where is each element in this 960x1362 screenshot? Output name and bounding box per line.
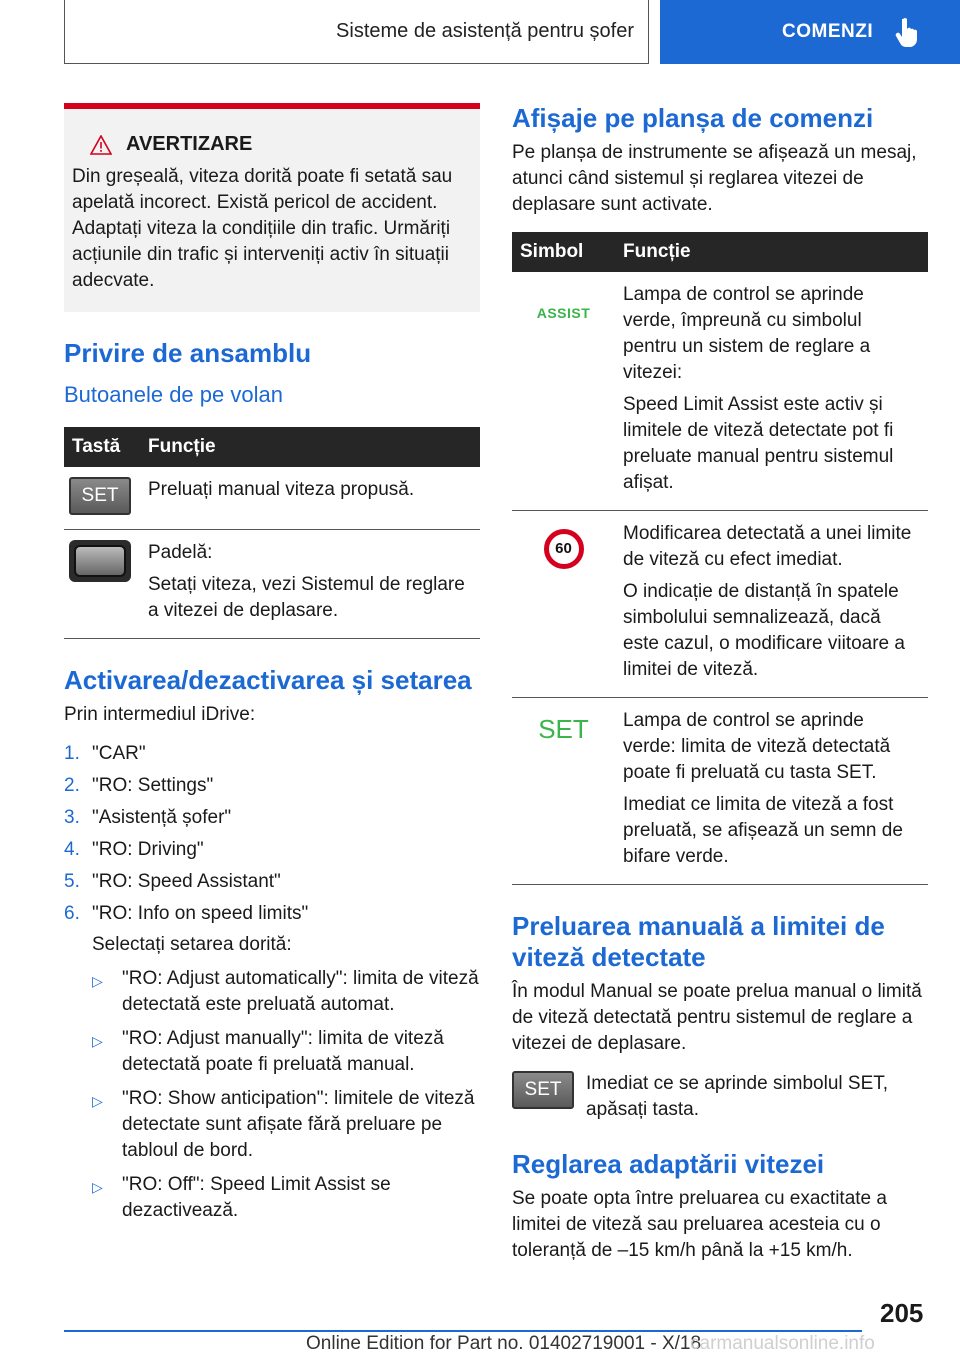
table-row: [512, 698, 928, 885]
table-cell-function: [615, 511, 928, 698]
list-item: [64, 834, 480, 866]
table-row: [64, 530, 480, 639]
step-text: "CAR": [92, 743, 146, 764]
set-indicator-icon: SET: [538, 714, 589, 744]
col-header-function: Funcție: [615, 232, 928, 272]
table-cell-function: [615, 698, 928, 885]
steps-list: [64, 738, 480, 930]
set-button-icon: SET: [69, 477, 131, 515]
table-row: [512, 511, 928, 698]
function-text: Modificarea detectată a unei limite de viteză cu efect imediat.: [623, 523, 912, 570]
warning-box: [64, 103, 480, 312]
chapter-label: COMENZI: [782, 21, 874, 42]
list-item: [92, 966, 480, 1018]
function-text: O indicație de distanță în spatele simbolului semnalizează, dacă este cazul, o modificare viitoare a limitei de viteză.: [623, 581, 905, 680]
step-text: "RO: Speed Assistant": [92, 871, 281, 892]
triangle-bullet-icon: ▷: [92, 1033, 103, 1049]
warning-triangle-icon: [90, 135, 112, 155]
assist-indicator-icon: ASSIST: [536, 305, 591, 321]
overview-subheading: Butoanele de pe volan: [64, 382, 283, 407]
speed-limit-sign-icon: 60: [544, 529, 584, 569]
function-text: Lampa de control se aprinde verde: limita de viteză detectată poate fi preluată cu tasta SET.: [623, 710, 891, 783]
function-text: Setați viteza, vezi Sistemul de reglare a vitezei de deplasare.: [148, 574, 465, 621]
function-text: Padelă:: [148, 542, 213, 563]
manual-heading: Preluarea manuală a limitei de viteză detectate: [512, 911, 885, 972]
table-cell-symbol: [64, 530, 140, 639]
warning-text: Din greșeală, viteza dorită poate fi setată sau apelată incorect. Există pericol de accident. Adaptați viteza la condițiile din trafic. Urmăriți acțiunile din trafic și interveniți activ în situații adecvate.: [72, 166, 453, 291]
right-column: [512, 103, 928, 1264]
warning-header: [90, 133, 472, 156]
triangle-bullet-icon: ▷: [92, 973, 103, 989]
table-row: [64, 467, 480, 530]
list-item: [92, 1026, 480, 1078]
option-text: "RO: Adjust manually": limita de viteză detectată poate fi preluată manual.: [122, 1028, 444, 1075]
activation-intro: Prin intermediul iDrive:: [64, 704, 256, 725]
adapt-text: Se poate opta între preluarea cu exactitate a limitei de viteză sau preluarea acesteia cu o toleranță de –15 km/h până la +15 km/h.: [512, 1188, 887, 1261]
step-number: 4.: [64, 839, 80, 860]
list-item: [64, 770, 480, 802]
triangle-bullet-icon: ▷: [92, 1179, 103, 1195]
paddle-icon: [69, 540, 131, 582]
table-cell-symbol: [512, 511, 615, 698]
col-header-symbol: Simbol: [512, 232, 615, 272]
table-cell-function: [140, 530, 480, 639]
chapter-tab[interactable]: [660, 0, 960, 64]
function-text: Imediat ce limita de viteză a fost preluată, se afișează un semn de bifare verde.: [623, 794, 903, 867]
table-cell-function: [140, 467, 480, 530]
step-text: "Asistență șofer": [92, 807, 232, 828]
left-column: [64, 103, 480, 1224]
list-item: [64, 738, 480, 770]
step-number: 3.: [64, 807, 80, 828]
table-cell-function: [615, 272, 928, 511]
header-section-box: [64, 0, 649, 64]
triangle-bullet-icon: ▷: [92, 1093, 103, 1109]
step-text: "RO: Info on speed limits": [92, 903, 309, 924]
watermark-text: carmanualsonline.info: [690, 1333, 875, 1354]
activation-heading: Activarea/dezactivarea și setarea: [64, 665, 472, 695]
col-header-function: Funcție: [140, 427, 480, 467]
set-button-icon: SET: [512, 1071, 574, 1109]
list-item: [92, 1086, 480, 1164]
page-number: 205: [880, 1298, 924, 1328]
footer-edition: Online Edition for Part no. 01402719001 - X/18: [306, 1333, 702, 1354]
warning-title: AVERTIZARE: [126, 133, 253, 155]
step-number: 6.: [64, 903, 80, 924]
option-text: "RO: Show anticipation": limitele de viteză detectate sunt afișate fără preluare pe tabloul de bord.: [122, 1088, 475, 1161]
function-text: Preluați manual viteza propusă.: [148, 479, 415, 500]
function-text: Speed Limit Assist este activ și limitele de viteză detectate pot fi preluate manual pentru sistemul afișat.: [623, 394, 894, 493]
manual-button-text: Imediat ce se aprinde simbolul SET, apăsați tasta.: [586, 1073, 889, 1120]
footer-divider: [64, 1330, 862, 1332]
overview-heading: Privire de ansamblu: [64, 338, 312, 368]
function-text: Lampa de control se aprinde verde, împreună cu simbolul pentru un sistem de reglare a vitezei:: [623, 284, 871, 383]
select-text: Selectați setarea dorită:: [92, 934, 292, 955]
adapt-heading: Reglarea adaptării vitezei: [512, 1149, 825, 1179]
step-text: "RO: Settings": [92, 775, 214, 796]
col-header-key: Tastă: [64, 427, 140, 467]
table-cell-symbol: [512, 272, 615, 511]
manual-set-row: [512, 1071, 928, 1123]
table-cell-symbol: [64, 467, 140, 530]
table-cell-symbol: [512, 698, 615, 885]
step-text: "RO: Driving": [92, 839, 204, 860]
manual-text: În modul Manual se poate prelua manual o limită de viteză detectată pentru sistemul de reglare a vitezei de deplasare.: [512, 981, 922, 1054]
list-item: [64, 802, 480, 834]
steering-buttons-table: [64, 427, 480, 639]
step-number: 1.: [64, 743, 80, 764]
display-symbols-table: [512, 232, 928, 885]
display-heading: Afișaje pe planșa de comenzi: [512, 103, 874, 133]
options-list: [92, 966, 480, 1224]
list-item: [64, 866, 480, 898]
option-text: "RO: Adjust automatically": limita de viteză detectată este preluată automat.: [122, 968, 479, 1015]
table-header-row: [512, 232, 928, 272]
list-item: [64, 898, 480, 930]
hand-pointer-icon: [895, 17, 921, 47]
section-title: Sisteme de asistență pentru șofer: [336, 20, 634, 42]
table-header-row: [64, 427, 480, 467]
table-row: [512, 272, 928, 511]
option-text: "RO: Off": Speed Limit Assist se dezactivează.: [122, 1174, 391, 1221]
step-number: 5.: [64, 871, 80, 892]
display-intro: Pe planșa de instrumente se afișează un mesaj, atunci când sistemul și reglarea vitezei de deplasare sunt activate.: [512, 142, 917, 215]
step-number: 2.: [64, 775, 80, 796]
list-item: [92, 1172, 480, 1224]
